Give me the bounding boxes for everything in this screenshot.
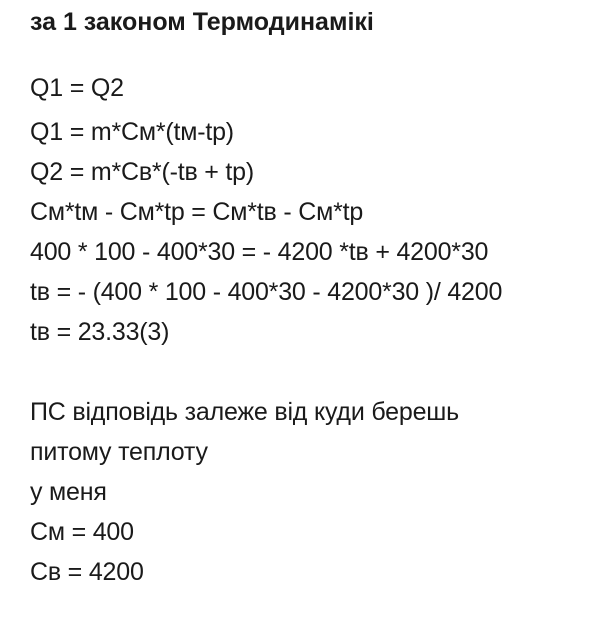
note-line-2: питому теплоту <box>30 438 208 466</box>
note-line-4: См = 400 <box>30 518 134 546</box>
note-line-3: у меня <box>30 478 107 506</box>
equation-line-3: Q2 = m*Cв*(-tв + tр) <box>30 158 255 186</box>
note-line-5: Св = 4200 <box>30 558 144 586</box>
equation-line-6: tв = - (400 * 100 - 400*30 - 4200*30 )/ 4200 <box>30 278 503 306</box>
equation-line-5: 400 * 100 - 400*30 = - 4200 *tв + 4200*30 <box>30 238 489 266</box>
note-line-1: ПС відповідь залеже від куди берешь <box>30 398 459 426</box>
equation-line-2: Q1 = m*Cм*(tм-tр) <box>30 118 234 146</box>
answer-heading: за 1 законом Термодинамікі <box>30 8 374 36</box>
result-line: tв = 23.33(3) <box>30 318 170 346</box>
equation-line-1: Q1 = Q2 <box>30 74 124 102</box>
equation-line-4: Cм*tм - Cм*tр = Cм*tв - Cм*tр <box>30 198 364 226</box>
